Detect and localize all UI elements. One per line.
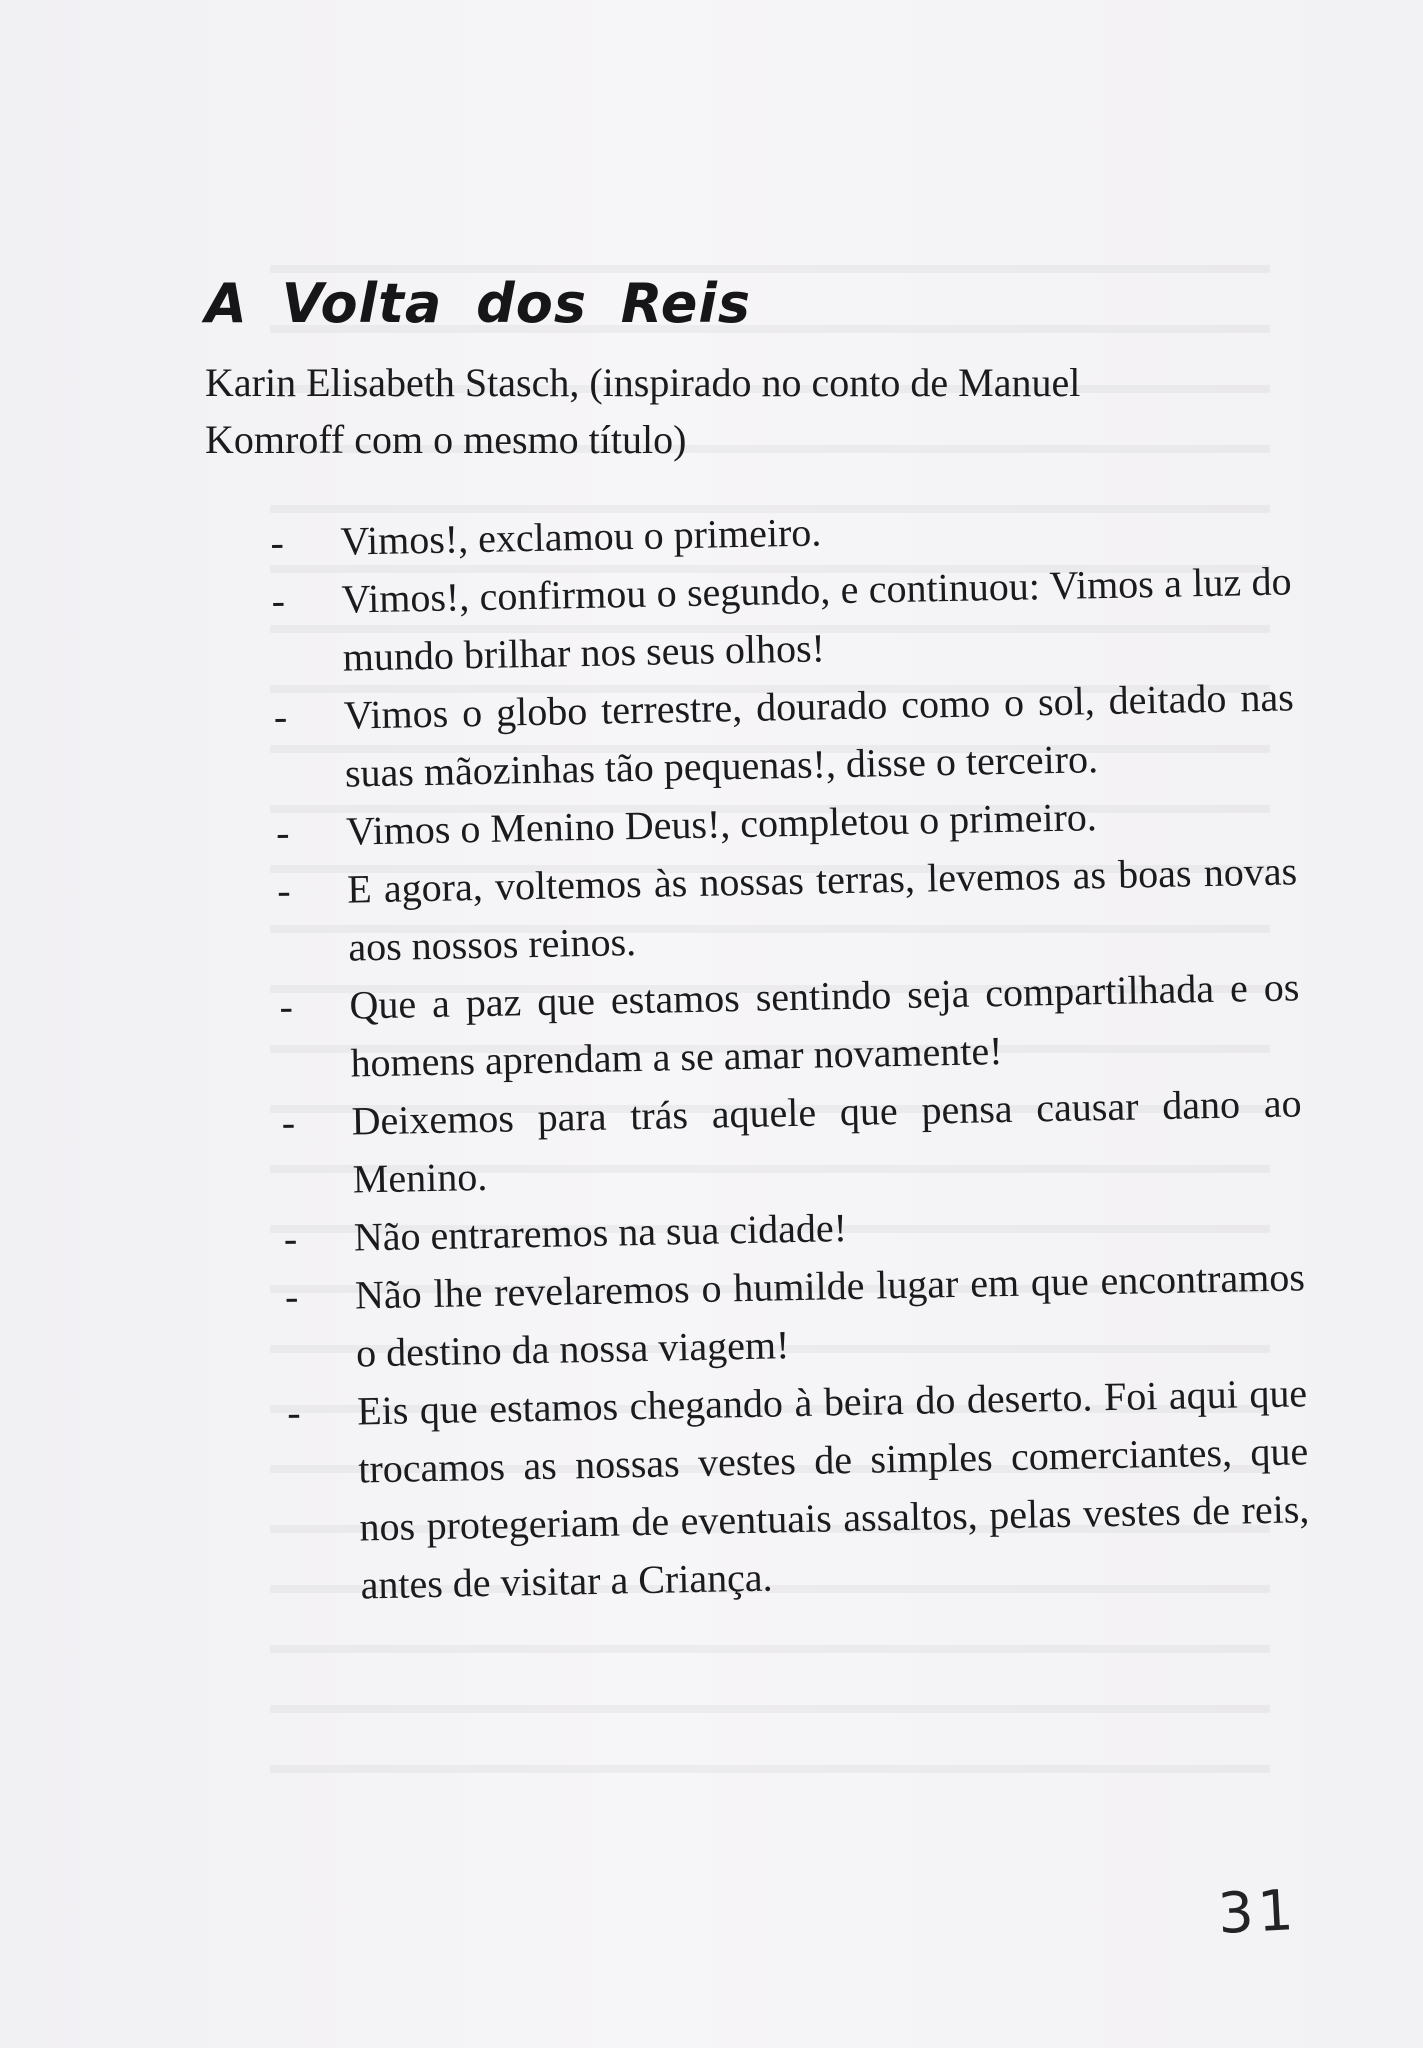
dialogue-list: [270, 494, 1311, 1615]
dialogue-dash: -: [286, 1389, 302, 1435]
author-credit: [205, 354, 1205, 468]
dialogue-text: Não lhe revelaremos o humilde lugar em que encontramos o destino da nossa viagem!: [354, 1254, 1306, 1376]
page-number: 31: [1216, 1877, 1299, 1948]
dialogue-line: [284, 1248, 1306, 1384]
dialogue-text: Vimos!, confirmou o segundo, e continuou: Vimos a luz do mundo brilhar nos seus olhos!: [341, 558, 1292, 680]
dialogue-text: E agora, voltemos às nossas terras, levemos as boas novas aos nossos reinos.: [346, 848, 1298, 970]
dialogue-text: Vimos!, exclamou o primeiro.: [340, 509, 822, 564]
dialogue-dash: -: [283, 1215, 298, 1261]
dialogue-dash: -: [276, 867, 291, 913]
dialogue-text: Vimos o Menino Deus!, completou o primeiro.: [345, 794, 1098, 854]
page-title: A Volta dos Reis: [205, 272, 751, 335]
dialogue-line: [279, 958, 1301, 1094]
dialogue-text: Que a paz que estamos sentindo seja compartilhada e os homens aprendam a se amar novamente!: [349, 964, 1300, 1086]
author-credit-line-1: Karin Elisabeth Stasch, (inspirado no conto de Manuel: [205, 360, 1081, 405]
dialogue-dash: -: [270, 519, 285, 565]
dialogue-dash: -: [273, 693, 288, 739]
dialogue-text: Não entraremos na sua cidade!: [353, 1205, 848, 1260]
dialogue-text: Eis que estamos chegando à beira do deserto. Foi aqui que trocamos as nossas vestes de simples comerciantes, que nos protegeriam de eventuais assaltos, pelas vestes de reis, antes de visitar a Criança.: [356, 1370, 1310, 1608]
dialogue-dash: -: [279, 983, 294, 1029]
dialogue-line: [277, 842, 1299, 978]
dialogue-dash: -: [284, 1273, 299, 1319]
dialogue-dash: -: [271, 577, 286, 623]
dialogue-line: [287, 1364, 1311, 1616]
dialogue-line: [273, 668, 1295, 804]
dialogue-line: [281, 1074, 1303, 1210]
dialogue-line: [271, 552, 1293, 688]
dialogue-text: Deixemos para trás aquele que pensa causar dano ao Menino.: [351, 1080, 1302, 1202]
dialogue-dash: -: [275, 809, 290, 855]
dialogue-dash: -: [281, 1099, 296, 1145]
dialogue-text: Vimos o globo terrestre, dourado como o sol, deitado nas suas mãozinhas tão pequenas!, disse o terceiro.: [343, 674, 1295, 796]
author-credit-line-2: Komroff com o mesmo título): [205, 417, 687, 462]
